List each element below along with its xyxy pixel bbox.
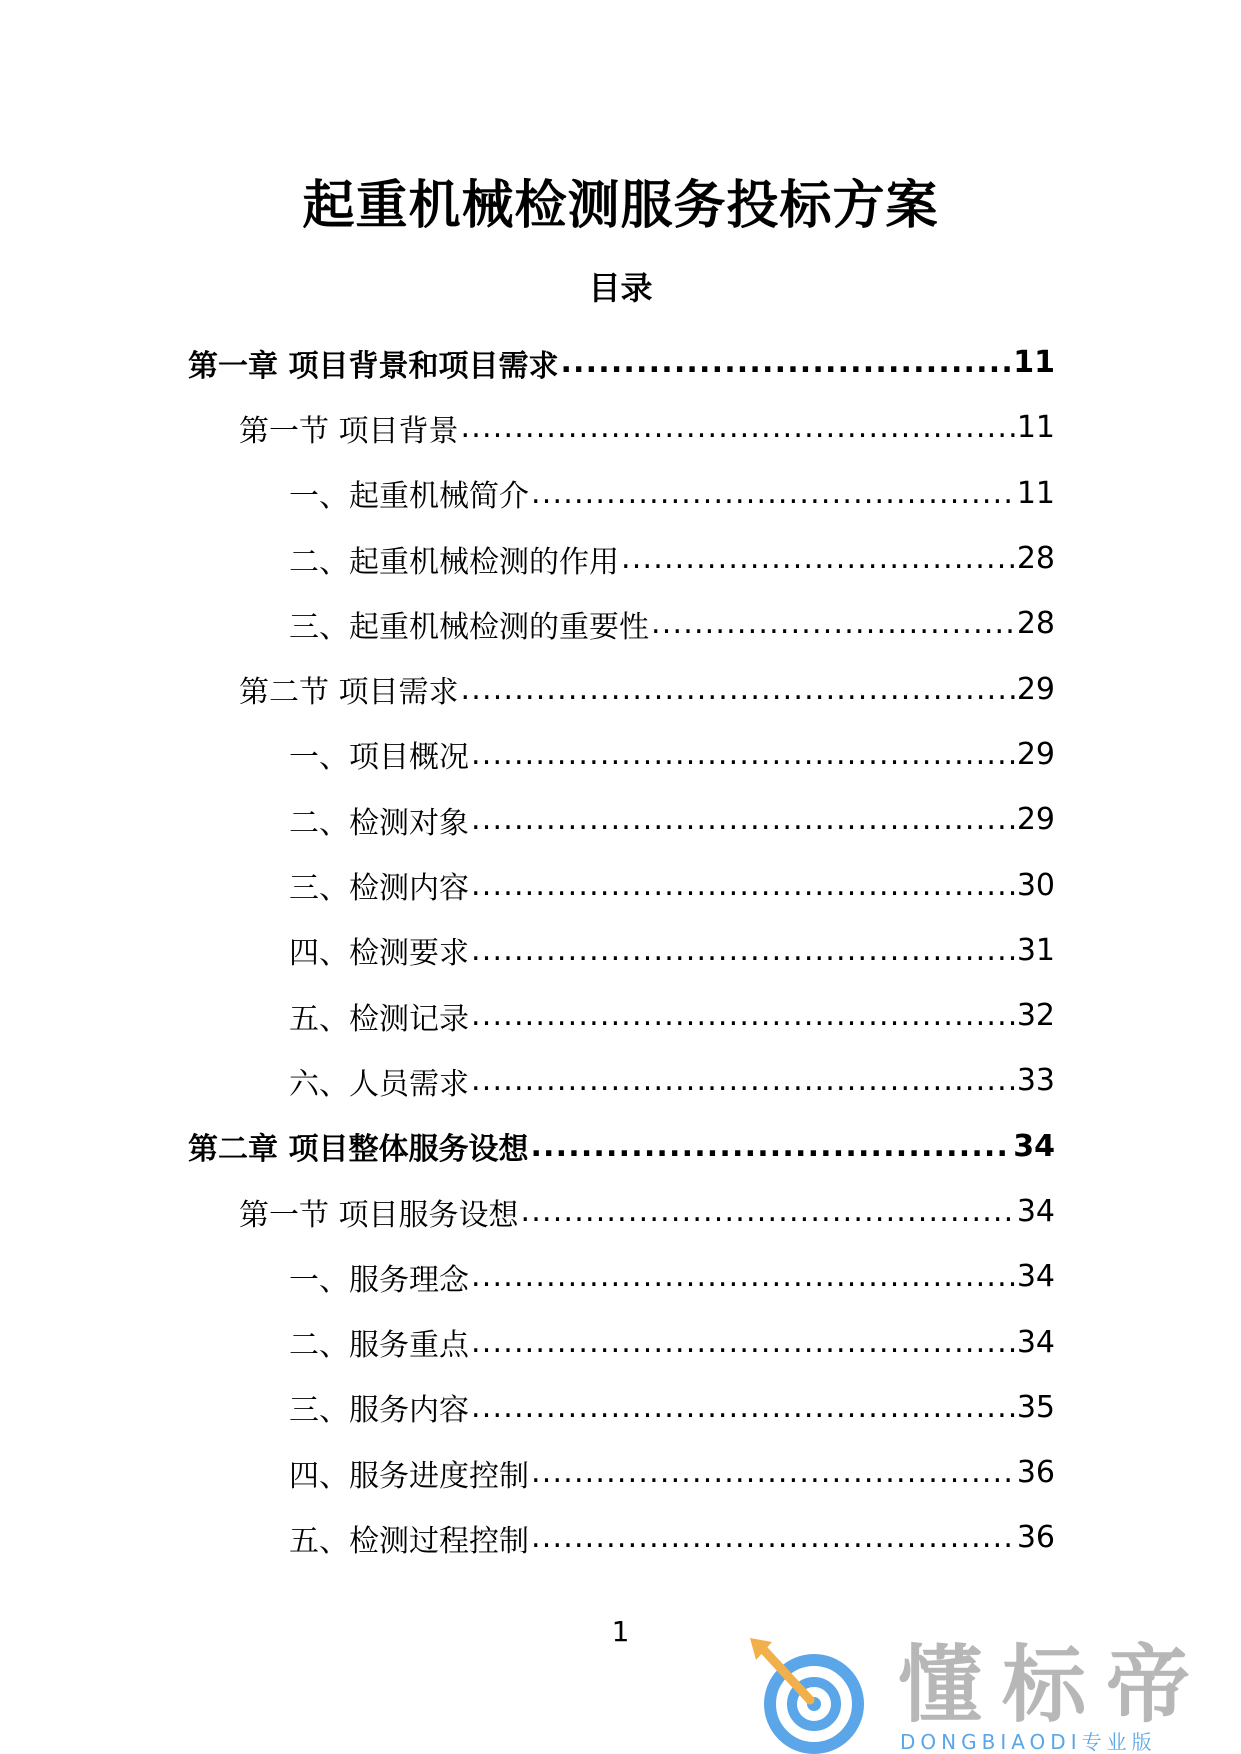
toc-page-number: 11 [1016,475,1055,511]
toc-page-number: 28 [1016,606,1055,642]
toc-leader-dots [621,541,1015,576]
toc-entry-text: 第一节 项目服务设想 [239,1197,519,1233]
toc-entry-text: 三、起重机械检测的重要性 [289,609,649,645]
toc-leader-dots [471,1063,1015,1098]
toc-page-number: 29 [1016,802,1055,838]
toc-page-number: 11 [1016,410,1055,446]
toc-entry-item[interactable] [188,722,1055,787]
toc-leader-dots [471,1390,1015,1425]
toc-entry-chapter[interactable] [188,330,1055,395]
toc-page-number: 11 [1013,345,1055,381]
toc-heading: 目录 [588,269,653,307]
toc-leader-dots [521,1194,1015,1229]
toc-page-number: 34 [1013,1128,1055,1164]
toc-entry-item[interactable] [188,852,1055,917]
toc-leader-dots [531,1455,1015,1490]
toc-entry-item[interactable] [188,1309,1055,1374]
toc-entry-item[interactable] [188,1505,1055,1570]
watermark-subtitle: DONGBIAODI专业版 [900,1730,1157,1754]
toc-page-number: 33 [1016,1063,1055,1099]
toc-leader-dots [531,476,1015,511]
toc-page-number: 29 [1016,736,1055,772]
toc-entry-item[interactable] [188,1244,1055,1309]
toc-entry-section[interactable] [188,1179,1055,1244]
toc-entry-text: 四、检测要求 [289,936,469,972]
toc-page-number: 36 [1016,1520,1055,1556]
toc-entry-item[interactable] [188,461,1055,526]
toc-entry-text: 第二章 项目整体服务设想 [188,1132,529,1168]
toc-leader-dots [471,933,1015,968]
toc-page-number: 36 [1016,1455,1055,1491]
toc-entry-text: 二、服务重点 [289,1328,469,1364]
toc-leader-dots [530,1129,1011,1164]
toc-entry-text: 三、检测内容 [289,871,469,907]
toc-entry-text: 二、起重机械检测的作用 [289,544,619,580]
toc-entry-section[interactable] [188,656,1055,721]
toc-leader-dots [471,737,1015,772]
toc-leader-dots [531,1520,1015,1555]
toc-entry-text: 五、检测记录 [289,1001,469,1037]
watermark-brand-name: 懂标帝 [898,1636,1211,1734]
toc-entry-text: 二、检测对象 [289,805,469,841]
target-arrow-icon [742,1634,872,1754]
toc-leader-dots [461,410,1015,445]
toc-entry-section[interactable] [188,395,1055,460]
toc-leader-dots [471,802,1015,837]
toc-leader-dots [461,672,1015,707]
toc-entry-text: 一、服务理念 [289,1262,469,1298]
toc-entry-text: 三、服务内容 [289,1393,469,1429]
toc-entry-text: 五、检测过程控制 [289,1523,529,1559]
watermark [742,1634,1232,1754]
toc-entry-text: 一、项目概况 [289,740,469,776]
toc-page-number: 34 [1016,1194,1055,1229]
toc-page-number: 34 [1016,1259,1055,1295]
toc-entry-text: 四、服务进度控制 [289,1458,529,1494]
toc-entry-text: 一、起重机械简介 [289,479,529,515]
toc-page-number: 34 [1016,1324,1055,1360]
toc-entry-item[interactable] [188,918,1055,983]
toc-leader-dots [471,868,1015,903]
toc-page-number: 28 [1016,541,1055,577]
toc-entry-text: 第一章 项目背景和项目需求 [188,348,559,384]
toc-page-number: 32 [1016,998,1055,1034]
toc-entry-item[interactable] [188,983,1055,1048]
toc-entry-text: 六、人员需求 [289,1066,469,1102]
toc-entry-item[interactable] [188,1048,1055,1113]
toc-entry-item[interactable] [188,591,1055,656]
toc-entry-text: 第二节 项目需求 [239,675,459,711]
toc-entry-chapter[interactable] [188,1114,1055,1179]
toc-leader-dots [651,606,1015,641]
toc-page-number: 31 [1016,932,1055,968]
toc-entry-item[interactable] [188,526,1055,591]
toc-page-number: 35 [1016,1389,1055,1425]
toc-entry-text: 第一节 项目背景 [239,413,459,449]
page-number: 1 [611,1615,630,1648]
toc-leader-dots [471,998,1015,1033]
toc-leader-dots [471,1325,1015,1360]
toc-entry-item[interactable] [188,1440,1055,1505]
toc-entry-item[interactable] [188,787,1055,852]
toc-page-number: 30 [1016,867,1055,903]
toc-leader-dots [560,345,1011,380]
toc-leader-dots [471,1259,1015,1294]
toc-entry-item[interactable] [188,1375,1055,1440]
document-title: 起重机械检测服务投标方案 [302,176,939,236]
table-of-contents [188,330,1055,1571]
toc-page-number: 29 [1016,671,1055,707]
